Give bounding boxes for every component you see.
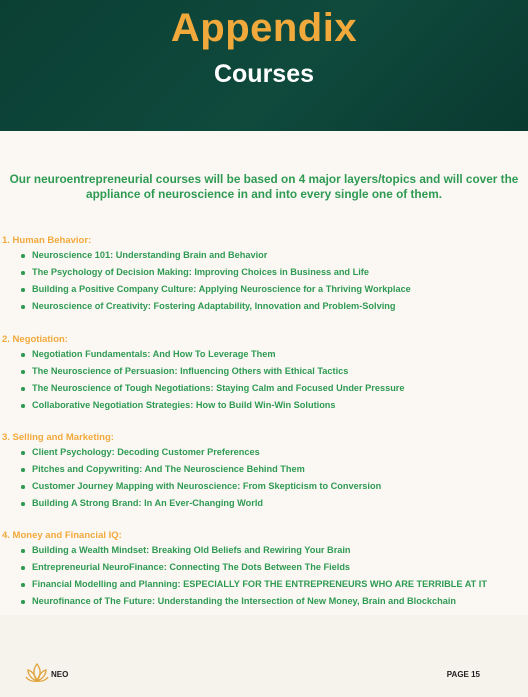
page-title: Appendix <box>170 6 358 50</box>
section-human-behavior <box>0 234 528 315</box>
section-title: 1. Human Behavior: <box>2 235 92 246</box>
footer <box>0 615 528 697</box>
header-banner <box>0 0 528 131</box>
section-title: 2. Negotiation: <box>2 334 68 345</box>
intro-paragraph: Our neuroentrepreneurial courses will be based on 4 major layers/topics and will cover the appliance of neuroscience in and into every single one of them. <box>9 172 519 201</box>
section-title: 4. Money and Financial IQ: <box>2 530 122 541</box>
list-item: Building A Strong Brand: In An Ever-Changing World <box>0 495 528 512</box>
course-list <box>0 542 528 610</box>
list-item: Neuroscience 101: Understanding Brain and Behavior <box>0 247 528 264</box>
list-item: The Neuroscience of Tough Negotiations: Staying Calm and Focused Under Pressure <box>0 380 528 397</box>
page-number: PAGE 15 <box>446 670 480 679</box>
list-item: Building a Wealth Mindset: Breaking Old Beliefs and Rewiring Your Brain <box>0 542 528 559</box>
list-item: Neuroscience of Creativity: Fostering Adaptability, Innovation and Problem-Solving <box>0 298 528 315</box>
list-item: Client Psychology: Decoding Customer Preferences <box>0 444 528 461</box>
brand-name: NEO <box>51 670 69 679</box>
course-list <box>0 444 528 512</box>
list-item: The Psychology of Decision Making: Improving Choices in Business and Life <box>0 264 528 281</box>
section-title: 3. Selling and Marketing: <box>2 432 114 443</box>
list-item: Neurofinance of The Future: Understanding the Intersection of New Money, Brain and Blockchain <box>0 593 528 610</box>
section-negotiation <box>0 333 528 414</box>
lotus-logo-icon <box>24 661 50 687</box>
list-item: Collaborative Negotiation Strategies: How to Build Win-Win Solutions <box>0 397 528 414</box>
page-subtitle: Courses <box>213 60 315 88</box>
list-item: Negotiation Fundamentals: And How To Leverage Them <box>0 346 528 363</box>
list-item: Financial Modelling and Planning: ESPECIALLY FOR THE ENTREPRENEURS WHO ARE TERRIBLE AT IT <box>0 576 528 593</box>
list-item: Pitches and Copywriting: And The Neuroscience Behind Them <box>0 461 528 478</box>
course-list <box>0 247 528 315</box>
list-item: Building a Positive Company Culture: Applying Neuroscience for a Thriving Workplace <box>0 281 528 298</box>
list-item: Entrepreneurial NeuroFinance: Connecting The Dots Between The Fields <box>0 559 528 576</box>
section-money-financial-iq <box>0 529 528 610</box>
course-list <box>0 346 528 414</box>
list-item: The Neuroscience of Persuasion: Influencing Others with Ethical Tactics <box>0 363 528 380</box>
list-item: Customer Journey Mapping with Neuroscience: From Skepticism to Conversion <box>0 478 528 495</box>
section-selling-marketing <box>0 431 528 512</box>
